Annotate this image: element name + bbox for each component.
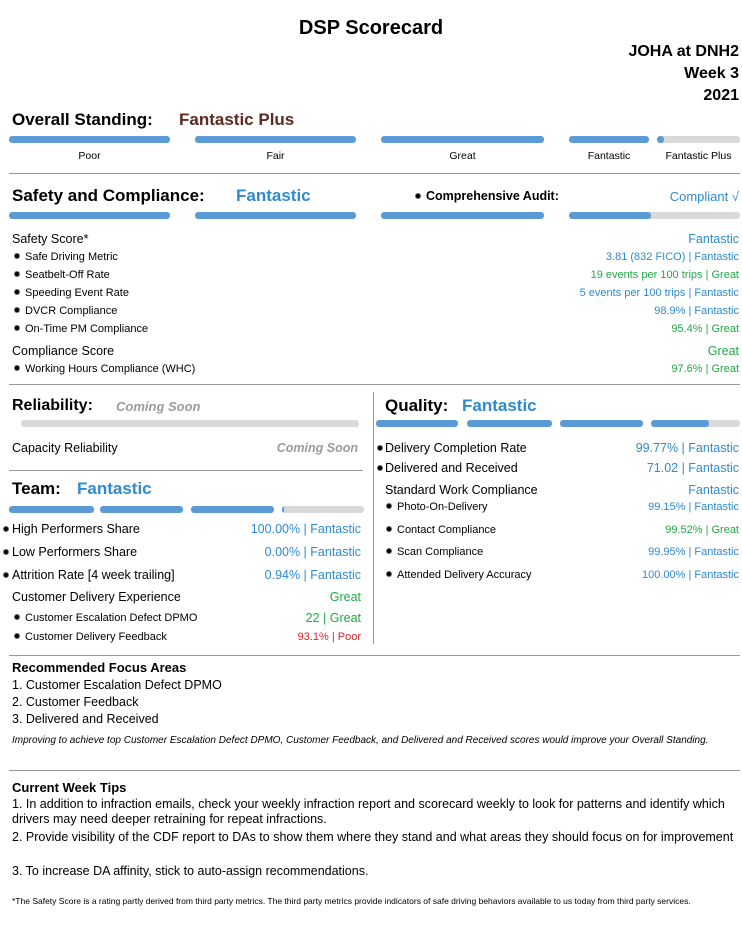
station-name: JOHA at DNH2 <box>628 43 739 60</box>
bullet-icon <box>14 307 20 313</box>
comprehensive-audit-label: Comprehensive Audit: <box>415 189 559 203</box>
bullet-icon <box>14 365 20 371</box>
team-item-value: 100.00% | Fantastic <box>250 522 361 536</box>
bullet-icon <box>415 193 421 199</box>
swc-item-value: 100.00% | Fantastic <box>641 569 739 581</box>
swc-value: Fantastic <box>688 483 739 497</box>
quality-label: Quality: <box>385 396 449 415</box>
focus-note: Improving to achieve top Customer Escalation Defect DPMO, Customer Feedback, and Delivered and Received scores would improve your Overall Standing. <box>12 735 709 746</box>
bullet-icon <box>377 465 383 471</box>
tip-item: 3. To increase DA affinity, stick to auto-assign recommendations. <box>12 864 369 878</box>
team-bar-2 <box>100 506 183 513</box>
focus-title: Recommended Focus Areas <box>12 660 187 675</box>
swc-label: Standard Work Compliance <box>385 483 538 497</box>
safety-item-row: On-Time PM Compliance <box>14 323 148 335</box>
overall-bar-fantastic <box>569 136 649 143</box>
year-label: 2021 <box>703 87 739 104</box>
overall-standing-label: Overall Standing: <box>12 110 153 129</box>
quality-item-row: Delivery Completion Rate <box>377 441 527 455</box>
overall-bar-great <box>381 136 544 143</box>
cde-label: Customer Delivery Experience <box>12 590 181 604</box>
overall-bar-poor <box>9 136 170 143</box>
tips-title: Current Week Tips <box>12 780 127 795</box>
swc-item-row: Attended Delivery Accuracy <box>386 569 532 581</box>
divider <box>9 770 740 771</box>
overall-standing-value: Fantastic Plus <box>179 110 295 129</box>
swc-item-row: Contact Compliance <box>386 524 496 536</box>
scale-label-fantastic-plus: Fantastic Plus <box>665 150 732 162</box>
bullet-icon <box>3 549 9 555</box>
safety-compliance-value: Fantastic <box>236 186 311 205</box>
tip-item: 2. Provide visibility of the CDF report to DAs to show them where they stand and what areas they should focus on for improvement <box>12 830 734 844</box>
bullet-icon <box>386 503 392 509</box>
compliance-score-value: Great <box>707 344 739 358</box>
bullet-icon <box>386 548 392 554</box>
quality-bar-1 <box>376 420 458 427</box>
team-bar-4 <box>282 506 364 513</box>
safety-item-value: 98.9% | Fantastic <box>654 305 739 317</box>
cde-item-value: 93.1% | Poor <box>297 631 361 643</box>
compliance-score-label: Compliance Score <box>12 344 115 358</box>
safety-compliance-label: Safety and Compliance: <box>12 186 205 205</box>
overall-bar-fair <box>195 136 356 143</box>
focus-item: 3. Delivered and Received <box>12 712 159 726</box>
safety-item-value: 19 events per 100 trips | Great <box>590 269 739 281</box>
tip-item: 1. In addition to infraction emails, check your weekly infraction report and scorecard weekly to look for patterns and identify which drivers may need deeper retraining for repeat infractions. <box>12 797 725 826</box>
overall-bar-fantastic-plus <box>657 136 740 143</box>
bullet-icon <box>3 572 9 578</box>
quality-item-value: 71.02 | Fantastic <box>646 461 739 475</box>
scale-label-great: Great <box>449 150 476 162</box>
safety-bar-1 <box>9 212 170 219</box>
swc-item-value: 99.52% | Great <box>665 524 739 536</box>
safety-score-label: Safety Score* <box>12 232 89 246</box>
divider <box>9 655 740 656</box>
divider <box>9 470 363 471</box>
team-item-value: 0.00% | Fantastic <box>264 545 361 559</box>
swc-item-row: Photo-On-Delivery <box>386 501 487 513</box>
capacity-reliability-label: Capacity Reliability <box>12 441 118 455</box>
bullet-icon <box>14 614 20 620</box>
bullet-icon <box>14 289 20 295</box>
focus-item: 1. Customer Escalation Defect DPMO <box>12 678 222 692</box>
whc-row: Working Hours Compliance (WHC) <box>14 363 195 375</box>
bullet-icon <box>14 325 20 331</box>
reliability-bar <box>21 420 359 427</box>
quality-bar-4 <box>651 420 740 427</box>
safety-item-value: 95.4% | Great <box>671 323 739 335</box>
swc-item-value: 99.95% | Fantastic <box>648 546 739 558</box>
reliability-value: Coming Soon <box>116 399 201 414</box>
scale-label-fantastic: Fantastic <box>587 150 631 162</box>
safety-item-value: 5 events per 100 trips | Fantastic <box>579 287 739 299</box>
safety-bar-2 <box>195 212 356 219</box>
cde-item-value: 22 | Great <box>305 611 361 625</box>
team-value: Fantastic <box>77 479 152 498</box>
bullet-icon <box>386 526 392 532</box>
team-bar-1 <box>9 506 94 513</box>
comprehensive-audit-value: Compliant √ <box>669 189 739 204</box>
team-bar-3 <box>191 506 274 513</box>
focus-item: 2. Customer Feedback <box>12 695 139 709</box>
quality-bar-2 <box>467 420 552 427</box>
team-item-row: Attrition Rate [4 week trailing] <box>3 568 175 582</box>
safety-score-value: Fantastic <box>688 232 739 246</box>
scale-label-fair: Fair <box>266 150 285 162</box>
bullet-icon <box>3 526 9 532</box>
footnote: *The Safety Score is a rating partly derived from third party metrics. The third party metrics provide indicators of safe driving behaviors available to us today from third party services. <box>12 896 691 906</box>
swc-item-value: 99.15% | Fantastic <box>648 501 739 513</box>
bullet-icon <box>14 633 20 639</box>
safety-item-row: DVCR Compliance <box>14 305 117 317</box>
safety-item-value: 3.81 (832 FICO) | Fantastic <box>605 251 739 263</box>
team-item-value: 0.94% | Fantastic <box>264 568 361 582</box>
safety-bar-4 <box>569 212 740 219</box>
safety-bar-3 <box>381 212 544 219</box>
column-divider <box>373 392 374 644</box>
safety-item-row: Seatbelt-Off Rate <box>14 269 110 281</box>
reliability-label: Reliability: <box>12 397 93 414</box>
divider <box>9 384 740 385</box>
cde-item-row: Customer Escalation Defect DPMO <box>14 612 197 624</box>
divider <box>9 173 740 174</box>
swc-item-row: Scan Compliance <box>386 546 483 558</box>
team-label: Team: <box>12 479 61 498</box>
bullet-icon <box>377 445 383 451</box>
cde-value: Great <box>329 590 361 604</box>
capacity-reliability-value: Coming Soon <box>276 441 358 455</box>
page-title: DSP Scorecard <box>298 17 444 39</box>
team-item-row: Low Performers Share <box>3 545 137 559</box>
cde-item-row: Customer Delivery Feedback <box>14 631 167 643</box>
bullet-icon <box>14 253 20 259</box>
safety-item-row: Speeding Event Rate <box>14 287 129 299</box>
whc-value: 97.6% | Great <box>671 363 739 375</box>
bullet-icon <box>386 571 392 577</box>
bullet-icon <box>14 271 20 277</box>
scale-label-poor: Poor <box>78 150 101 162</box>
quality-item-row: Delivered and Received <box>377 461 518 475</box>
quality-bar-3 <box>560 420 643 427</box>
week-label: Week 3 <box>684 65 739 82</box>
team-item-row: High Performers Share <box>3 522 140 536</box>
safety-item-row: Safe Driving Metric <box>14 251 118 263</box>
quality-value: Fantastic <box>462 396 537 415</box>
quality-item-value: 99.77% | Fantastic <box>635 441 739 455</box>
